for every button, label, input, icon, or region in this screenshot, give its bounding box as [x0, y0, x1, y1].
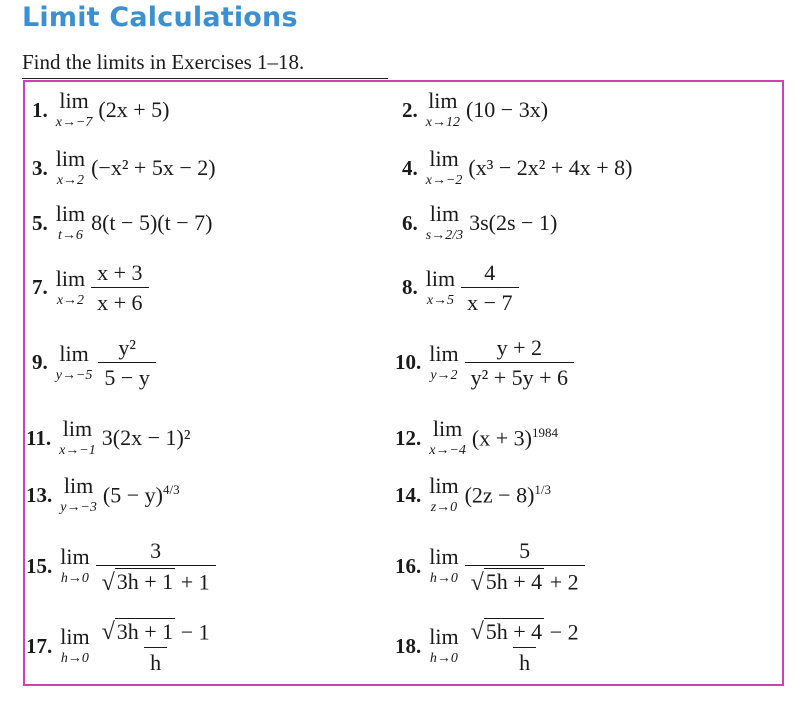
numerator: 4	[484, 260, 496, 285]
exercise-5	[32, 203, 212, 243]
limit-operator	[426, 90, 460, 130]
limit-subscript: y→−5	[55, 367, 93, 383]
radical-sign: √	[101, 569, 115, 596]
limit-subscript: x→12	[425, 115, 460, 130]
fraction	[96, 618, 216, 675]
limit-subscript: x→2	[56, 173, 85, 188]
square-root	[102, 618, 176, 644]
lim-word: lim	[429, 624, 459, 650]
fraction	[465, 335, 574, 391]
lim-word: lim	[60, 544, 90, 570]
limit-expression: (−x² + 5x − 2)	[91, 155, 216, 180]
limit-subscript: x→−2	[425, 173, 463, 188]
exercise-number: 18.	[395, 633, 422, 658]
fraction	[96, 538, 216, 595]
numerator-tail: − 1	[175, 619, 210, 645]
limit-operator	[60, 546, 89, 586]
numerator: y + 2	[496, 335, 543, 360]
limit-operator	[55, 265, 86, 308]
limit-expression: 3s(2s − 1)	[469, 210, 558, 235]
exercise-number: 11.	[26, 425, 52, 450]
limit-expression	[103, 482, 180, 508]
exercise-number: 17.	[26, 633, 53, 658]
lim-word: lim	[62, 416, 93, 441]
exercise-17	[26, 618, 216, 675]
exercise-number: 6.	[402, 210, 418, 235]
limit-operator	[429, 475, 458, 515]
radical-sign: √	[101, 619, 115, 646]
base-expression: (x + 3)	[471, 425, 532, 451]
limit-subscript: x→−1	[59, 443, 96, 458]
numerator-tail: − 2	[544, 619, 579, 645]
exercise-number: 10.	[395, 350, 422, 375]
limit-subscript: y→2	[430, 367, 458, 383]
exercise-8	[402, 260, 519, 316]
lim-word: lim	[55, 146, 86, 171]
exercise-9	[32, 335, 156, 391]
lim-word: lim	[429, 544, 459, 570]
exercise-number: 1.	[32, 97, 48, 122]
limit-operator	[426, 148, 463, 188]
exercise-4	[402, 148, 633, 188]
lim-word: lim	[429, 201, 460, 226]
radical-sign: √	[470, 569, 484, 596]
lim-word: lim	[59, 88, 89, 113]
radicand: 3h + 1	[116, 569, 174, 595]
denominator-tail: + 2	[544, 569, 579, 595]
limit-operator	[56, 90, 93, 130]
exercise-number: 14.	[395, 482, 422, 507]
exercise-number: 2.	[402, 97, 418, 122]
limit-subscript: y→−3	[60, 500, 97, 515]
radicand: 3h + 1	[116, 619, 174, 644]
limit-operator	[56, 203, 85, 243]
exercise-number: 9.	[32, 350, 48, 375]
denominator: y² + 5y + 6	[465, 362, 574, 390]
limit-operator	[429, 626, 458, 666]
numerator: x + 3	[97, 260, 143, 285]
limit-subscript: s→2/3	[425, 228, 464, 243]
limit-expression: (10 − 3x)	[465, 97, 549, 122]
limit-subscript: z→0	[430, 500, 458, 515]
square-root	[102, 568, 176, 594]
limit-subscript: x→−4	[429, 443, 466, 458]
denominator: h	[144, 647, 167, 675]
exercise-13	[26, 475, 180, 515]
numerator	[465, 618, 585, 647]
denominator: x − 7	[461, 287, 518, 315]
exercise-18	[395, 618, 585, 675]
exercise-7	[32, 260, 149, 316]
lim-word: lim	[429, 146, 459, 171]
fraction	[91, 260, 148, 316]
fraction	[465, 538, 585, 595]
limit-operator	[429, 418, 466, 458]
limit-expression: (x³ − 2x² + 4x + 8)	[468, 155, 633, 180]
exponent: 4/3	[162, 481, 180, 497]
exercise-12	[395, 418, 558, 458]
limit-expression: 8(t − 5)(t − 7)	[91, 210, 213, 235]
fraction	[461, 260, 518, 316]
lim-word: lim	[55, 265, 86, 291]
lim-word: lim	[429, 340, 459, 366]
denominator: x + 6	[91, 287, 148, 315]
limit-operator	[59, 418, 96, 458]
limit-subscript: x→2	[56, 292, 85, 308]
denominator	[96, 565, 216, 595]
exercise-3	[32, 148, 216, 188]
limit-operator	[426, 203, 463, 243]
limit-expression	[465, 482, 551, 508]
limit-operator	[429, 546, 458, 586]
limit-operator	[425, 265, 456, 308]
square-root	[471, 618, 545, 644]
lim-word: lim	[432, 416, 463, 441]
fraction	[98, 335, 155, 391]
exercise-number: 13.	[26, 482, 53, 507]
exponent: 1984	[531, 424, 558, 440]
page-title: Limit Calculations	[22, 2, 298, 33]
denominator: h	[513, 647, 536, 675]
exercise-11	[26, 418, 190, 458]
limit-expression: (2x + 5)	[98, 97, 170, 122]
lim-word: lim	[429, 473, 459, 498]
numerator: 3	[150, 538, 162, 563]
denominator-tail: + 1	[175, 569, 210, 595]
exercise-number: 15.	[26, 553, 53, 578]
exercise-1	[32, 90, 169, 130]
exercise-number: 8.	[402, 275, 418, 300]
exercise-number: 4.	[402, 155, 418, 180]
divider	[22, 78, 388, 79]
instructions-text: Find the limits in Exercises 1–18.	[22, 50, 305, 74]
exercise-number: 12.	[395, 425, 422, 450]
numerator	[96, 618, 216, 647]
exercise-number: 3.	[32, 155, 48, 180]
exponent: 1/3	[534, 481, 552, 497]
limit-subscript: x→−7	[55, 115, 93, 130]
limit-operator	[56, 148, 85, 188]
radical-sign: √	[470, 619, 484, 646]
limit-expression: 3(2x − 1)²	[101, 425, 191, 450]
numerator: y²	[118, 335, 136, 360]
exercise-2	[402, 90, 548, 130]
base-expression: (2z − 8)	[464, 482, 535, 508]
limit-operator	[60, 475, 97, 515]
base-expression: (5 − y)	[102, 482, 163, 508]
numerator: 5	[519, 538, 531, 563]
limit-operator	[55, 340, 93, 383]
exercise-number: 7.	[32, 275, 48, 300]
limit-subscript: h→0	[429, 651, 458, 667]
lim-word: lim	[425, 265, 456, 291]
square-root	[471, 568, 545, 594]
denominator	[465, 565, 585, 595]
lim-word: lim	[60, 624, 90, 650]
limit-subscript: h→0	[60, 571, 89, 587]
exercise-15	[26, 538, 216, 595]
lim-word: lim	[428, 88, 458, 113]
limit-expression	[472, 425, 558, 451]
limit-operator	[429, 340, 459, 383]
fraction	[465, 618, 585, 675]
radicand: 5h + 4	[485, 619, 543, 644]
limit-subscript: t→6	[57, 228, 83, 243]
exercise-number: 5.	[32, 210, 48, 235]
exercise-6	[402, 203, 557, 243]
lim-word: lim	[59, 340, 89, 366]
limit-subscript: h→0	[429, 571, 458, 587]
radicand: 5h + 4	[485, 569, 543, 595]
exercise-10	[395, 335, 574, 391]
limit-subscript: h→0	[60, 651, 89, 667]
exercise-16	[395, 538, 585, 595]
lim-word: lim	[63, 473, 94, 498]
limit-operator	[60, 626, 89, 666]
exercise-14	[395, 475, 551, 515]
exercise-number: 16.	[395, 553, 422, 578]
lim-word: lim	[55, 201, 86, 226]
denominator: 5 − y	[98, 362, 155, 390]
limit-subscript: x→5	[426, 292, 455, 308]
